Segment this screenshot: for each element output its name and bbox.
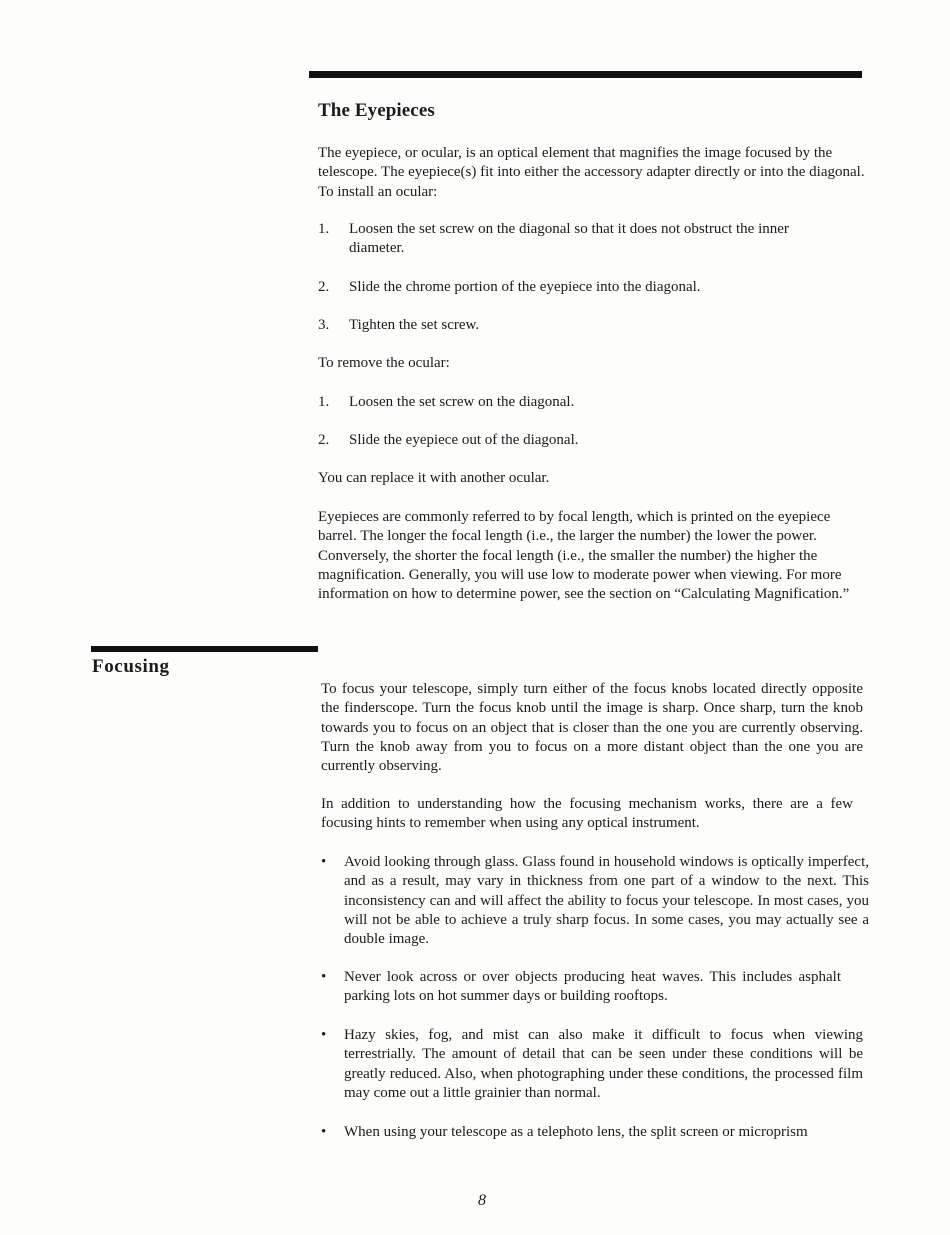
step-text: Tighten the set screw. — [349, 317, 480, 333]
hint-text: Hazy skies, fog, and mist can also make it difficult to focus when viewing terrestrially. The amount of detail that can be seen under these conditions will be greatly reduced. Also, when photographing under these conditions, the processed film may come out a little grainier than normal. — [344, 1027, 863, 1101]
focusing-section-rule — [91, 646, 318, 652]
eyepieces-intro-paragraph: The eyepiece, or ocular, is an optical element that magnifies the image focused by the telescope. The eyepiece(s) fit into either the accessory adapter directly or into the diagonal. To install an ocular: — [318, 145, 865, 200]
focusing-paragraph-1: To focus your telescope, simply turn either of the focus knobs located directly opposite the finderscope. Turn the focus knob until the image is sharp. Once sharp, turn the knob towards you to focus on an object that is closer than the one you are currently observing. Turn the knob away from you to focus on a more distant object than the one you are currently observing. — [321, 681, 863, 775]
step-number: 2. — [318, 432, 330, 448]
bullet: • — [321, 1027, 327, 1043]
step-text: Slide the eyepiece out of the diagonal. — [349, 432, 579, 448]
section-divider-rule — [309, 71, 862, 78]
page-number: 8 — [478, 1192, 486, 1209]
heading-the-eyepieces: The Eyepieces — [318, 100, 435, 121]
step-number: 2. — [318, 279, 330, 295]
bullet: • — [321, 1124, 327, 1140]
focusing-paragraph-2: In addition to understanding how the focusing mechanism works, there are a few focusing hints to remember when using any optical instrument. — [321, 796, 853, 832]
hint-text: Avoid looking through glass. Glass found in household windows is optically imperfect, and as a result, may vary in thickness from one part of a window to the next. This inconsistency can and will affect the ability to focus your telescope. In most cases, you will not be able to achieve a truly sharp focus. In some cases, you may actually see a double image. — [344, 854, 869, 948]
step-text: Loosen the set screw on the diagonal. — [349, 394, 575, 410]
step-number: 1. — [318, 394, 330, 410]
step-text: Loosen the set screw on the diagonal so that it does not obstruct the inner diameter. — [349, 221, 789, 257]
replace-ocular-note: You can replace it with another ocular. — [318, 470, 550, 486]
hint-text: When using your telescope as a telephoto lens, the split screen or microprism — [344, 1124, 808, 1140]
step-number: 3. — [318, 317, 330, 333]
remove-ocular-intro: To remove the ocular: — [318, 355, 450, 371]
bullet: • — [321, 969, 327, 985]
bullet: • — [321, 854, 327, 870]
hint-text: Never look across or over objects producing heat waves. This includes asphalt parking lots on hot summer days or building rooftops. — [344, 969, 841, 1005]
step-text: Slide the chrome portion of the eyepiece into the diagonal. — [349, 279, 701, 295]
step-number: 1. — [318, 221, 330, 237]
focal-length-paragraph: Eyepieces are commonly referred to by focal length, which is printed on the eyepiece barrel. The longer the focal length (i.e., the larger the number) the lower the power. Conversely, the shorter the focal length (i.e., the smaller the number) the higher the magnification. Generally, you will use low to moderate power when viewing. For more information on how to determine power, see the section on “Calculating Magnification.” — [318, 509, 850, 603]
heading-focusing: Focusing — [92, 656, 170, 677]
